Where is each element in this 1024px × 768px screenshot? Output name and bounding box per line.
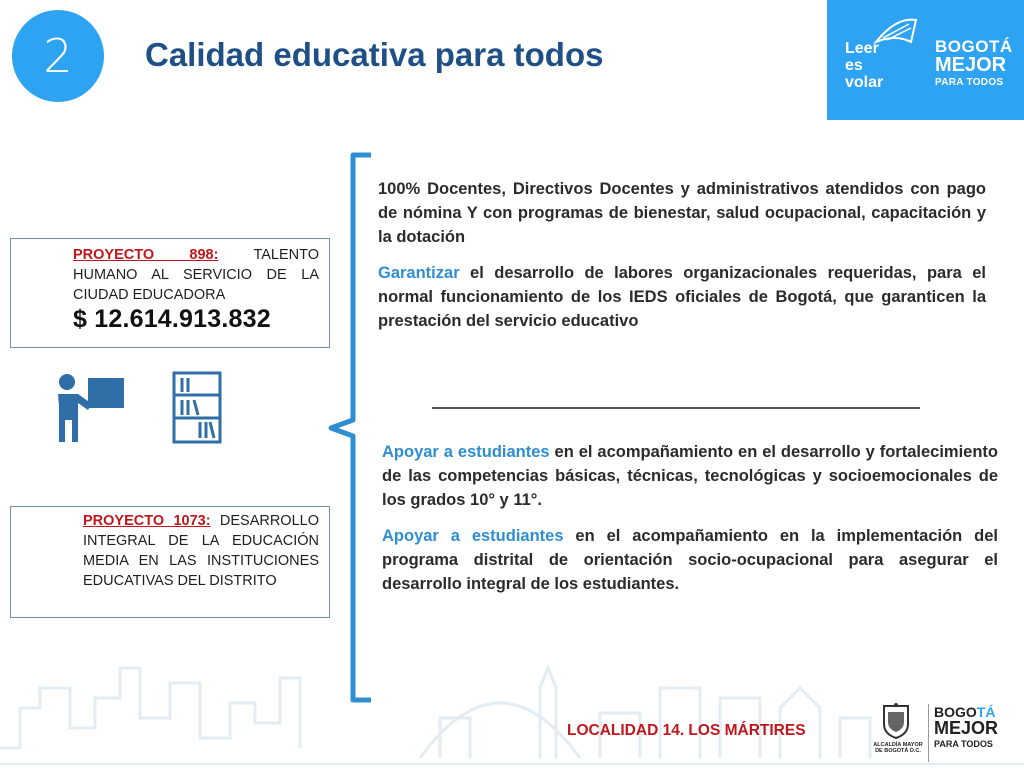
- highlight-apoyar-1: Apoyar a estudiantes: [382, 443, 550, 461]
- project-1073-code: PROYECTO 1073:: [83, 513, 211, 529]
- bogota-line-1: BOGOTÁ: [935, 37, 1013, 56]
- bogota-mejor-logo: [935, 38, 1013, 92]
- project-898-text: [73, 245, 319, 305]
- bookshelf-icon: [174, 373, 220, 442]
- bogota-line-2: MEJOR: [935, 54, 1007, 76]
- locality-label: LOCALIDAD 14. LOS MÁRTIRES: [567, 722, 806, 739]
- leer-es-volar-logo: [827, 0, 1024, 120]
- footer-bogota-accent: TÁ: [976, 704, 996, 720]
- project-898-description: [378, 177, 986, 345]
- project-1073-description: [382, 440, 998, 608]
- project-1073-paragraph-2-rest: en el acompañamiento en la implementación del programa distrital de orientación socio-ocupacional para asegurar el desarrollo integral de los estudiantes.: [382, 527, 998, 593]
- project-898-paragraph-2: [378, 261, 986, 333]
- leer-es-volar-text: [845, 40, 883, 91]
- project-1073-box: [10, 506, 330, 618]
- bogota-line-3: PARA TODOS: [935, 77, 1004, 88]
- project-898-name: TALENTO HUMANO AL SERVICIO DE LA CIUDAD EDUCADORA: [73, 247, 319, 303]
- leer-line-2: es: [845, 57, 863, 74]
- bracket-connector: [325, 150, 375, 705]
- teacher-board-icon: [58, 374, 124, 442]
- project-1073-paragraph-1-rest: en el acompañamiento en el desarrollo y fortalecimiento de las competencias básicas, técnicas, tecnológicas y socioemocionales de los grados 10° y 11°.: [382, 443, 998, 509]
- project-898-code: PROYECTO 898:: [73, 247, 219, 263]
- slide-number-badge: [12, 10, 104, 102]
- city-skyline-background: [0, 628, 1024, 768]
- project-898-paragraph-2-rest: el desarrollo de labores organizacionales requeridas, para el normal funcionamiento de los IEDS oficiales de Bogotá, que garanticen la prestación del servicio educativo: [378, 264, 986, 330]
- project-1073-paragraph-1: [382, 440, 998, 512]
- highlight-apoyar-2: Apoyar a estudiantes: [382, 527, 564, 545]
- footer-logos: [872, 700, 1024, 768]
- project-1073-name: DESARROLLO INTEGRAL DE LA EDUCACIÓN MEDIA EN LAS INSTITUCIONES EDUCATIVAS DEL DISTRITO: [83, 513, 319, 589]
- project-898-amount: $ 12.614.913.832: [73, 305, 271, 333]
- highlight-garantizar: Garantizar: [378, 264, 460, 282]
- alcaldia-text: ALCALDÍA MAYOR DE BOGOTÁ D.C.: [873, 742, 923, 754]
- project-icons: [48, 370, 228, 445]
- slide-number: 2: [43, 29, 73, 83]
- project-898-box: [10, 238, 330, 348]
- section-divider: [432, 407, 920, 409]
- footer-bogota-line-3: PARA TODOS: [934, 739, 993, 749]
- footer-bogota-line-2: MEJOR: [934, 718, 999, 738]
- project-1073-paragraph-2: [382, 524, 998, 596]
- footer-bogota-logo: [934, 704, 998, 752]
- page-title: Calidad educativa para todos: [145, 36, 604, 73]
- footer-logo-divider: [928, 704, 929, 762]
- footer-bogota-prefix: BOGO: [934, 704, 977, 720]
- leer-line-3: volar: [845, 74, 884, 91]
- project-898-paragraph-1: 100% Docentes, Directivos Docentes y administrativos atendidos con pago de nómina Y con programas de bienestar, salud ocupacional, capacitación y la dotación: [378, 180, 986, 246]
- leer-line-1: Leer: [845, 40, 879, 57]
- alcaldia-shield-icon: [876, 702, 916, 740]
